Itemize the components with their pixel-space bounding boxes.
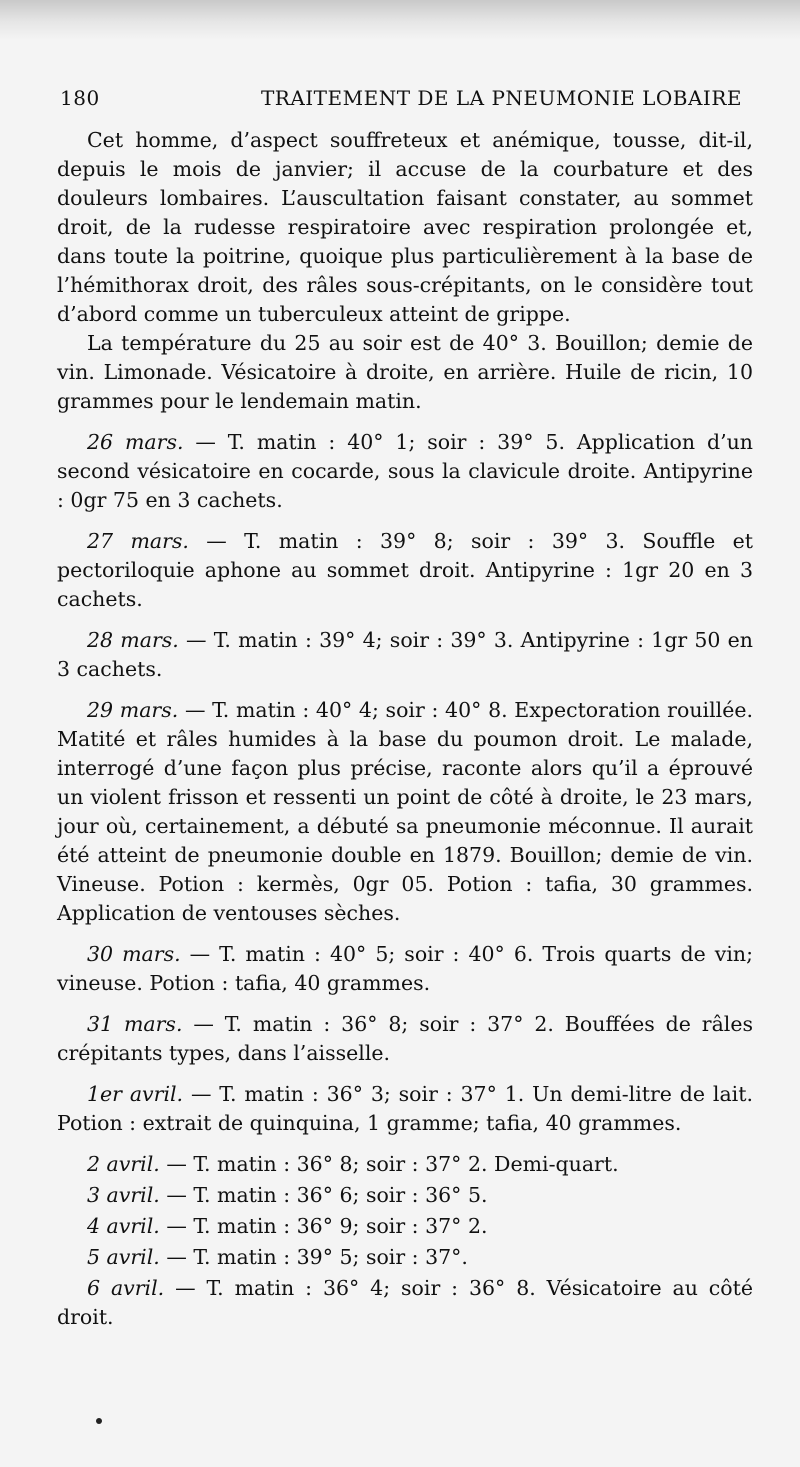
entry-27-mars [57,527,753,614]
entry-text: — T. matin : 36° 4; soir : 36° 8. Vésicatoire au côté droit. [57,1276,754,1329]
entry-text: — T. matin : 40° 1; soir : 39° 5. Application d’un second vésicatoire en cocarde, sous la clavicule droite. Antipyrine : 0gr 75 en 3 cachets. [57,430,753,512]
entry-text: — T. matin : 39° 4; soir : 39° 3. Antipyrine : 1gr 50 en 3 cachets. [57,628,753,681]
entry-date: 1er avril. [87,1082,184,1106]
entry-date: 4 avril. [87,1214,160,1238]
entry-6-avril [57,1274,753,1332]
entry-date: 3 avril. [87,1183,160,1207]
page-body [57,126,753,1332]
entry-text: — T. matin : 36° 8; soir : 37° 2. Demi-quart. [159,1152,619,1176]
entry-date: 6 avril. [87,1276,165,1300]
entry-text: — T. matin : 40° 5; soir : 40° 6. Trois quarts de vin; vineuse. Potion : tafia, 40 grammes. [57,942,753,995]
entry-28-mars [57,626,753,684]
entry-text: — T. matin : 36° 3; soir : 37° 1. Un demi-litre de lait. Potion : extrait de quinquina, 1 gramme; tafia, 40 grammes. [57,1082,753,1135]
entry-text: — T. matin : 36° 9; soir : 37° 2. [159,1214,488,1238]
entry-date: 27 mars. [87,529,189,553]
paragraph-temperature: La température du 25 au soir est de 40° 3. Bouillon; demie de vin. Limonade. Vésicatoire à droite, en arrière. Huile de ricin, 10 grammes pour le lendemain matin. [57,331,753,413]
entry-date: 2 avril. [87,1152,160,1176]
entry-5-avril [57,1243,753,1272]
entry-31-mars [57,1010,753,1068]
entry-4-avril [57,1212,753,1241]
running-title: TRAITEMENT DE LA PNEUMONIE LOBAIRE [260,86,742,110]
entry-date: 28 mars. [87,628,179,652]
entry-1-avril [57,1080,753,1138]
entry-date: 29 mars. [87,698,179,722]
entry-text: — T. matin : 40° 4; soir : 40° 8. Expectoration rouillée. Matité et râles humides à la base du poumon droit. Le malade, interrogé d’une façon plus précise, raconte alors qu’il a éprouvé un violent frisson et ressenti un point de côté à droite, le 23 mars, jour où, certainement, a débuté sa pneumonie méconnue. Il aurait été atteint de pneumonie double en 1879. Bouillon; demie de vin. Vineuse. Potion : kermès, 0gr 05. Potion : tafia, 30 grammes. Application de ventouses sèches. [57,698,753,925]
entry-text: — T. matin : 36° 8; soir : 37° 2. Bouffées de râles crépitants types, dans l’aisselle. [57,1012,754,1065]
scan-edge [0,0,800,40]
entry-26-mars [57,428,753,515]
paragraph-intro: Cet homme, d’aspect souffreteux et anémique, tousse, dit-il, depuis le mois de janvier; il accuse de la courbature et des douleurs lombaires. L’auscultation faisant constater, au sommet droit, de la rudesse respiratoire avec respiration prolongée et, dans toute la poitrine, quoique plus particulièrement à la base de l’hémithorax droit, des râles sous-crépitants, on le considère tout d’abord comme un tuberculeux atteint de grippe. [57,128,753,326]
ink-speck [96,1418,102,1424]
entry-text: — T. matin : 39° 8; soir : 39° 3. Souffle et pectoriloquie aphone au sommet droit. Antipyrine : 1gr 20 en 3 cachets. [57,529,753,611]
entry-date: 5 avril. [87,1245,160,1269]
entry-date: 30 mars. [87,942,181,966]
entry-29-mars [57,696,753,928]
entry-date: 26 mars. [87,430,184,454]
entry-30-mars [57,940,753,998]
entry-text: — T. matin : 39° 5; soir : 37°. [159,1245,468,1269]
entry-text: — T. matin : 36° 6; soir : 36° 5. [159,1183,488,1207]
entry-3-avril [57,1181,753,1210]
entry-date: 31 mars. [87,1012,183,1036]
page-number: 180 [60,86,100,110]
entry-2-avril [57,1150,753,1179]
